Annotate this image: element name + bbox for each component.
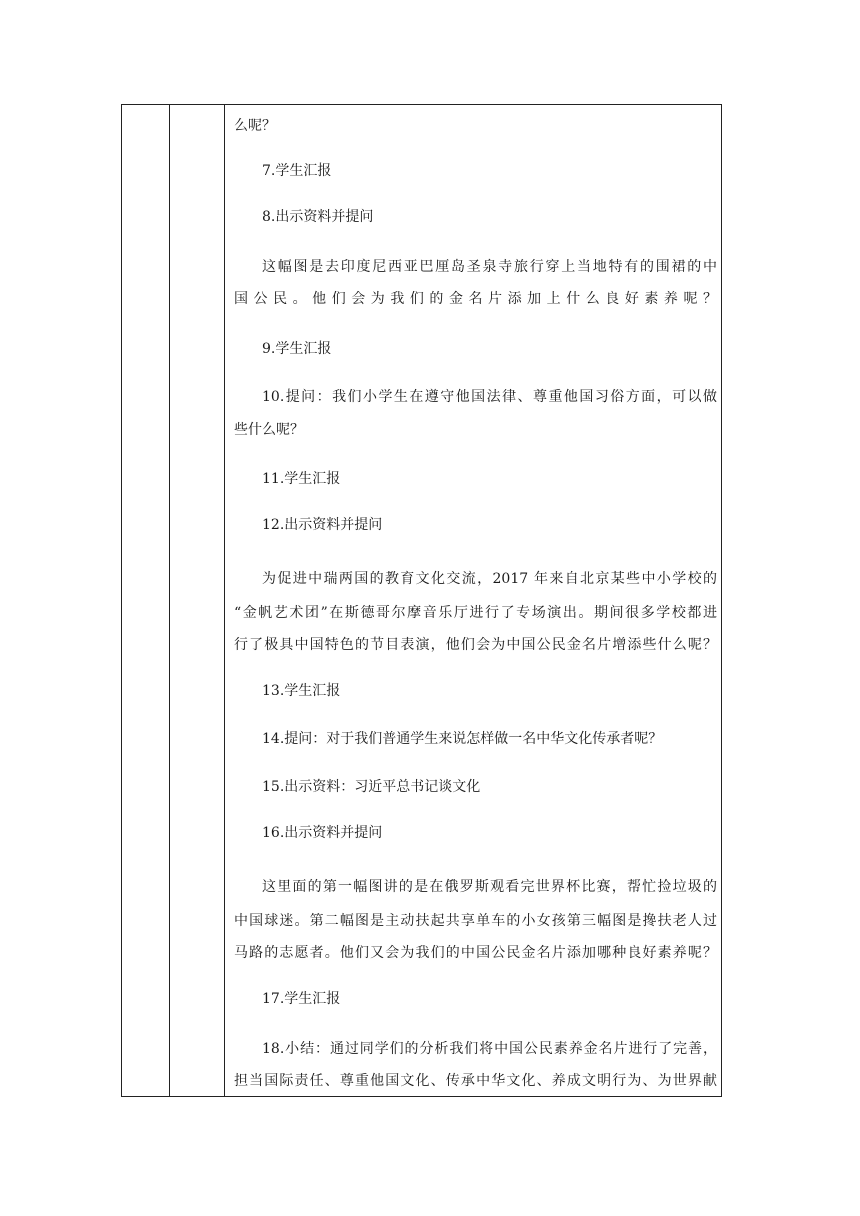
step-8-line: 8.出示资料并提问 [262,209,374,225]
step-13-line: 13.学生汇报 [262,683,341,699]
step-14-line: 14.提问：对于我们普通学生来说怎样做一名中华文化传承者呢？ [262,731,663,747]
paragraph-volunteers-line-1: 这里面的第一幅图讲的是在俄罗斯观看完世界杯比赛，帮忙捡垃圾的 [262,879,717,895]
summary-line-2: 担当国际责任、尊重他国文化、传承中华文化、养成文明行为、为世界献 [234,1073,717,1089]
step-10-line-2: 些什么呢？ [234,422,304,438]
step-12-line: 12.出示资料并提问 [262,517,383,533]
paragraph-art-troupe-line-1: 为促进中瑞两国的教育文化交流，2017 年来自北京某些中小学校的 [262,571,717,587]
step-9-line: 9.学生汇报 [262,341,332,357]
step-7-line: 7.学生汇报 [262,163,332,179]
paragraph-art-troupe-line-3: 行了极具中国特色的节目表演，他们会为中国公民金名片增添些什么呢？ [234,637,717,653]
text-line-continuation: 么呢？ [234,118,276,134]
step-11-line: 11.学生汇报 [262,471,341,487]
summary-line-1: 18.小结：通过同学们的分析我们将中国公民素养金名片进行了完善， [262,1041,717,1057]
paragraph-volunteers-line-3: 马路的志愿者。他们又会为我们的中国公民金名片添加哪种良好素养呢？ [234,945,717,961]
step-15-line: 15.出示资料：习近平总书记谈文化 [262,779,481,795]
column-divider-1 [169,105,170,1096]
paragraph-bali-line-2: 国公民。他们会为我们的金名片添加上什么良好素养呢？ [234,291,717,307]
lesson-content-cell [224,104,718,1097]
step-16-line: 16.出示资料并提问 [262,825,383,841]
step-10-line-1: 10.提问：我们小学生在遵守他国法律、尊重他国习俗方面，可以做 [262,389,717,405]
paragraph-bali-line-1: 这幅图是去印度尼西亚巴厘岛圣泉寺旅行穿上当地特有的围裙的中 [262,259,717,275]
paragraph-art-troupe-line-2: “金帆艺术团”在斯德哥尔摩音乐厅进行了专场演出。期间很多学校都进 [234,605,717,621]
paragraph-volunteers-line-2: 中国球迷。第二幅图是主动扶起共享单车的小女孩第三幅图是搀扶老人过 [234,913,717,929]
step-17-line: 17.学生汇报 [262,991,341,1007]
